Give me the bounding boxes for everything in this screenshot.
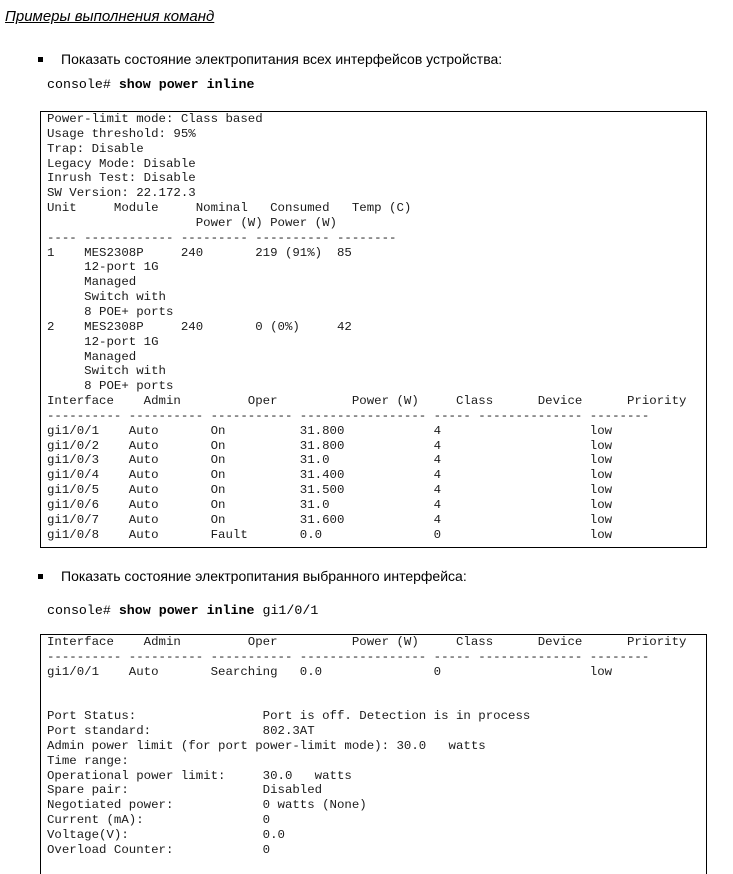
terminal-line: Port Status: Port is off. Detection is in process [47,709,531,724]
terminal-line: gi1/0/5 Auto On 31.500 4 low [47,483,613,498]
terminal-line: Current (mA): 0 [47,813,271,828]
terminal-line: Voltage(V): 0.0 [47,827,285,842]
terminal-line: 2 MES2308P 240 0 (0%) 42 [47,319,352,334]
terminal-line: gi1/0/1 Auto Searching 0.0 0 low [47,664,613,679]
terminal-line: 12-port 1G [47,260,159,275]
terminal-line: Negotiated power: 0 watts (None) [47,798,367,813]
terminal-line: gi1/0/7 Auto On 31.600 4 low [47,512,613,527]
terminal-line: Legacy Mode: Disable [47,156,196,171]
terminal-line: gi1/0/4 Auto On 31.400 4 low [47,468,613,483]
terminal-line: Interface Admin Oper Power (W) Class Device Priority [47,394,687,409]
terminal-line: Trap: Disable [47,141,144,156]
command-line-1 [47,77,254,92]
terminal-line: Inrush Test: Disable [47,171,196,186]
terminal-line: ---------- ---------- ----------- ----------------- ----- -------------- -------- [47,408,650,423]
terminal-line: gi1/0/1 Auto On 31.800 4 low [47,423,613,438]
terminal-text-2 [41,635,706,858]
terminal-line: Power (W) Power (W) [47,215,337,230]
bullet-all-interfaces [38,51,502,67]
command-prompt: console# [47,77,111,92]
terminal-line: Unit Module Nominal Consumed Temp (C) [47,201,412,216]
command-keyword: show power inline [118,603,255,618]
terminal-line: gi1/0/3 Auto On 31.0 4 low [47,453,613,468]
terminal-line: ---- ------------ --------- ---------- -------- [47,230,397,245]
terminal-line: Admin power limit (for port power-limit mode): 30.0 watts [47,738,486,753]
terminal-line: Overload Counter: 0 [47,842,271,857]
terminal-line: Switch with [47,364,166,379]
terminal-line: Usage threshold: 95% [47,126,196,141]
terminal-line: Switch with [47,290,166,305]
terminal-line: 8 POE+ ports [47,304,174,319]
terminal-line: gi1/0/2 Auto On 31.800 4 low [47,438,613,453]
command-line-2 [47,603,318,618]
terminal-line: Interface Admin Oper Power (W) Class Device Priority [47,635,687,649]
terminal-output-1 [40,111,707,548]
terminal-line: Managed [47,275,137,290]
command-keyword: show power inline [118,77,255,92]
bullet-text: Показать состояние электропитания всех интерфейсов устройства: [61,51,503,67]
terminal-line: ---------- ---------- ----------- ----------------- ----- -------------- -------- [47,649,650,664]
bullet-text: Показать состояние электропитания выбранного интерфейса: [61,568,467,584]
terminal-line: Power-limit mode: Class based [47,112,263,126]
command-argument: gi1/0/1 [262,603,319,618]
command-prompt: console# [47,603,111,618]
terminal-line: gi1/0/6 Auto On 31.0 4 low [47,497,613,512]
terminal-line: 12-port 1G [47,334,159,349]
bullet-square-icon [38,57,43,62]
section-heading: Примеры выполнения команд [5,8,215,25]
terminal-line: Time range: [47,753,129,768]
terminal-line: Managed [47,349,137,364]
terminal-line: 1 MES2308P 240 219 (91%) 85 [47,245,352,260]
terminal-text-1 [41,112,706,542]
terminal-line: 8 POE+ ports [47,379,174,394]
bullet-square-icon [38,574,43,579]
terminal-line: SW Version: 22.172.3 [47,186,196,201]
bullet-selected-interface [38,568,467,584]
terminal-line: Spare pair: Disabled [47,783,323,798]
terminal-line: Port standard: 802.3AT [47,724,315,739]
terminal-output-2 [40,634,707,874]
terminal-line: Operational power limit: 30.0 watts [47,768,352,783]
terminal-line: gi1/0/8 Auto Fault 0.0 0 low [47,527,613,542]
